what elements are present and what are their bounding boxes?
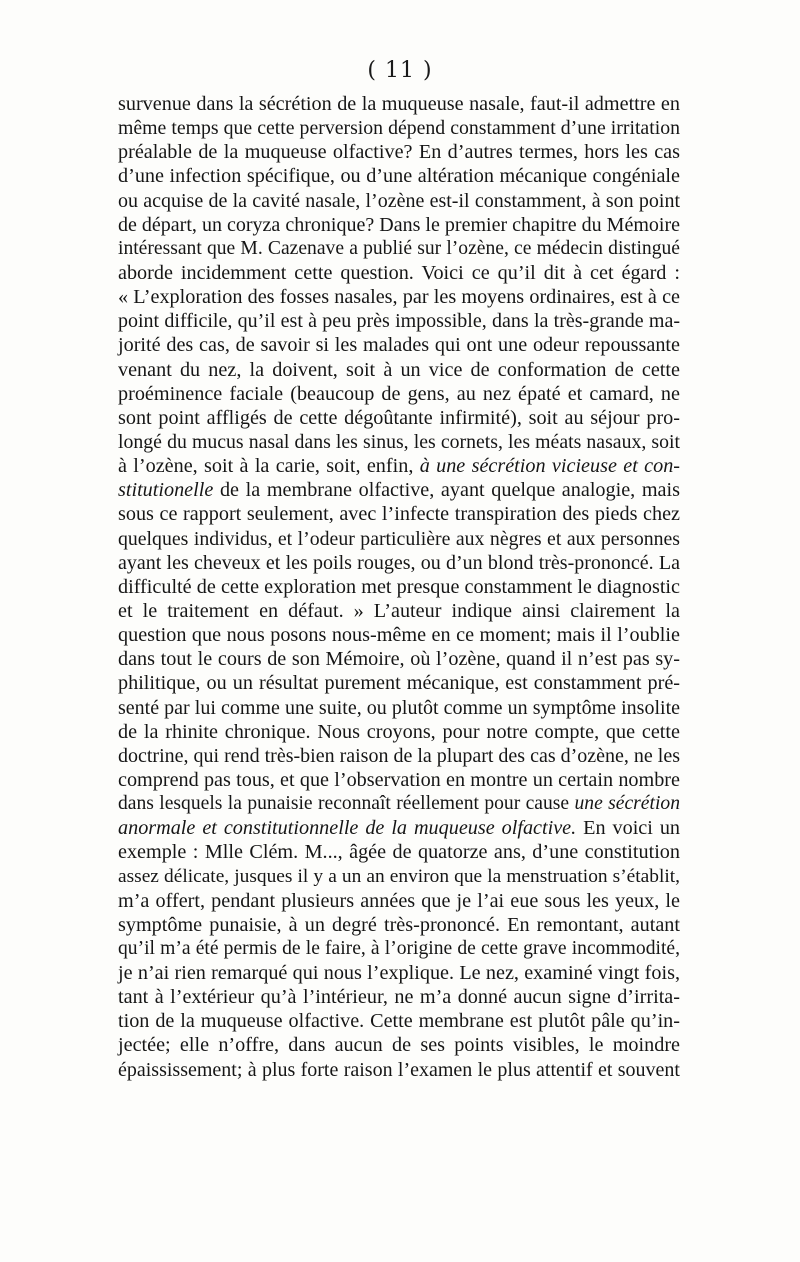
text-segment: exemple : Mlle Clém. M..., âgée de quatorze ans, d’une constitution	[118, 841, 680, 864]
page-number: ( 11 )	[367, 58, 433, 83]
text-line	[118, 285, 680, 309]
text-segment: à l’ozène, soit à la carie, soit, enfin,	[118, 455, 420, 478]
text-segment: longé du mucus nasal dans les sinus, les cornets, les méats nasaux, soit	[118, 430, 680, 453]
text-line	[118, 575, 680, 599]
text-line	[118, 913, 680, 937]
text-segment: philitique, ou un résultat purement mécanique, est constamment pré-	[118, 672, 680, 695]
text-segment: ayant les cheveux et les poils rouges, ou d’un blond très-prononcé. La	[118, 551, 680, 574]
text-segment: sont point affligés de cette dégoûtante infirmité), soit au séjour pro-	[118, 406, 680, 429]
text-line	[118, 430, 680, 454]
text-segment: doctrine, qui rend très-bien raison de la plupart des cas d’ozène, ne les	[118, 744, 681, 767]
text-segment: aborde incidemment cette question. Voici ce qu’il dit à cet égard :	[118, 261, 680, 284]
text-segment: comprend pas tous, et que l’observation en montre un certain nombre	[118, 768, 680, 791]
text-segment: « L’exploration des fosses nasales, par les moyens ordinaires, est à ce	[118, 286, 680, 309]
text-segment: symptôme punaisie, à un degré très-prononcé. En remontant, autant	[118, 913, 680, 936]
text-segment: quelques individus, et l’odeur particulière aux nègres et aux personnes	[118, 527, 680, 550]
italic-text: anormale et constitutionnelle de la muqueuse olfactive.	[118, 817, 577, 840]
text-line	[118, 140, 680, 164]
text-segment: et le traitement en défaut. » L’auteur indique ainsi clairement la	[118, 599, 680, 622]
text-segment: point difficile, qu’il est à peu près impossible, dans la très-grande ma-	[118, 310, 680, 333]
text-segment: question que nous posons nous-même en ce moment; mais il l’oublie	[118, 624, 680, 647]
text-segment: dans lesquels la punaisie reconnaît réellement pour cause	[118, 793, 575, 815]
text-segment: m’a offert, pendant plusieurs années que je l’ai eue sous les yeux, le	[118, 889, 680, 912]
text-line	[118, 213, 680, 237]
text-line	[118, 116, 680, 140]
text-line	[118, 696, 680, 720]
text-line	[118, 551, 680, 575]
text-segment: de la rhinite chronique. Nous croyons, pour notre compte, que cette	[118, 720, 680, 743]
text-segment: survenue dans la sécrétion de la muqueuse nasale, faut-il admettre en	[118, 93, 680, 115]
text-segment: tant à l’extérieur qu’à l’intérieur, ne m’a donné aucun signe d’irrita-	[118, 986, 680, 1009]
text-segment: difficulté de cette exploration met presque constamment le diagnostic	[118, 575, 680, 598]
text-line	[118, 1009, 680, 1033]
text-line	[118, 261, 680, 285]
text-segment: venant du nez, la doivent, soit à un vice de conformation de cette	[118, 358, 680, 381]
text-line	[118, 333, 680, 357]
text-segment: sous ce rapport seulement, avec l’infecte transpiration des pieds chez	[118, 503, 680, 526]
text-segment: assez délicate, jusques il y a un an environ que la menstruation s’établit,	[118, 865, 680, 887]
text-segment: épaississement; à plus forte raison l’examen le plus attentif et souvent	[118, 1058, 680, 1081]
text-segment: dans tout le cours de son Mémoire, où l’ozène, quand il n’est pas sy-	[118, 648, 680, 671]
text-line	[118, 478, 680, 502]
text-line	[118, 985, 680, 1009]
text-segment: d’une infection spécifique, ou d’une altération mécanique congéniale	[118, 165, 680, 188]
text-line	[118, 792, 680, 816]
text-segment: préalable de la muqueuse olfactive? En d’autres termes, hors les cas	[118, 141, 680, 164]
text-segment: de départ, un coryza chronique? Dans le premier chapitre du Mémoire	[118, 213, 680, 236]
text-line	[118, 816, 680, 840]
italic-text: stitutionelle	[118, 479, 214, 502]
text-line	[118, 406, 680, 430]
text-line	[118, 237, 680, 261]
text-line	[118, 768, 680, 792]
text-segment: même temps que cette perversion dépend constamment d’une irritation	[118, 117, 680, 140]
text-line	[118, 358, 680, 382]
text-line	[118, 502, 680, 526]
text-line	[118, 382, 680, 406]
text-segment: intéressant que M. Cazenave a publié sur l’ozène, ce médecin distingué	[118, 237, 680, 259]
text-segment: proéminence faciale (beaucoup de gens, au nez épaté et camard, ne	[118, 382, 680, 405]
text-segment: jorité des cas, de savoir si les malades qui ont une odeur repoussante	[118, 334, 680, 357]
text-line	[118, 840, 680, 864]
text-line	[118, 720, 680, 744]
text-line	[118, 189, 680, 213]
body-text	[118, 92, 680, 1082]
text-segment: je n’ai rien remarqué qui nous l’explique. Le nez, examiné vingt fois,	[118, 962, 680, 985]
italic-text: une sécrétion	[574, 793, 680, 815]
text-line	[118, 454, 680, 478]
text-line	[118, 1033, 680, 1057]
text-line	[118, 309, 680, 333]
text-line	[118, 647, 680, 671]
text-line	[118, 889, 680, 913]
text-line	[118, 961, 680, 985]
text-line	[118, 164, 680, 188]
text-line	[118, 671, 680, 695]
text-segment: ou acquise de la cavité nasale, l’ozène est-il constamment, à son point	[118, 189, 680, 212]
italic-text: à une sécrétion vicieuse et con-	[419, 455, 681, 478]
text-segment: tion de la muqueuse olfactive. Cette membrane est plutôt pâle qu’in-	[118, 1010, 680, 1033]
text-line	[118, 1058, 680, 1082]
text-line	[118, 744, 680, 768]
text-line	[118, 599, 680, 623]
text-line	[118, 527, 680, 551]
text-line	[118, 937, 680, 961]
text-segment: jectée; elle n’offre, dans aucun de ses points visibles, le moindre	[118, 1034, 680, 1057]
text-line	[118, 92, 680, 116]
text-segment: senté par lui comme une suite, ou plutôt comme un symptôme insolite	[118, 696, 680, 719]
text-line	[118, 623, 680, 647]
text-segment: En voici un	[576, 817, 681, 840]
text-line	[118, 865, 680, 889]
text-segment: qu’il m’a été permis de le faire, à l’origine de cette grave incommodité,	[118, 937, 680, 959]
text-segment: de la membrane olfactive, ayant quelque analogie, mais	[213, 479, 680, 502]
